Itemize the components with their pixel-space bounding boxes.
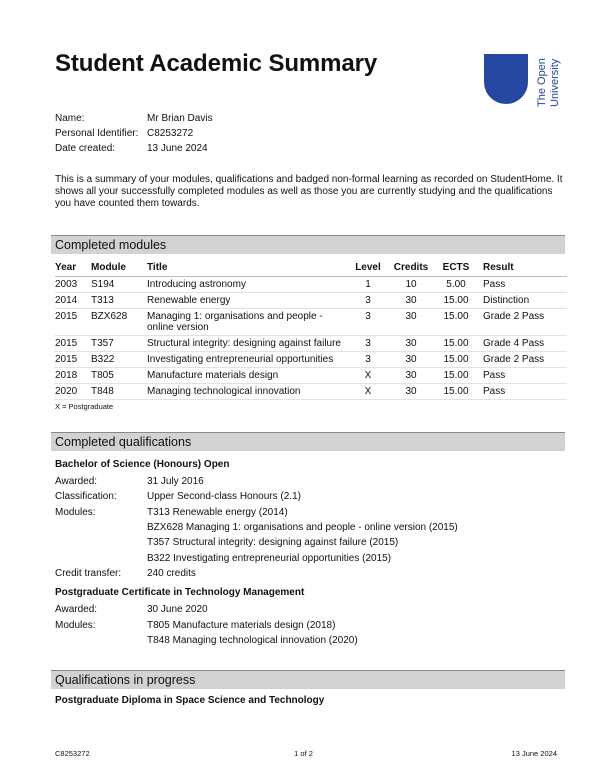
qualification-module: T848 Managing technological innovation (2020) <box>147 634 358 646</box>
column-header-result: Result <box>483 262 514 273</box>
cell-result: Grade 4 Pass <box>483 338 545 349</box>
cell-credits: 10 <box>405 279 417 290</box>
cell-year: 2015 <box>55 338 78 349</box>
qualification-module: BZX628 Managing 1: organisations and people - online version (2015) <box>147 522 458 534</box>
completed-qualifications-list <box>55 459 567 648</box>
cell-year: 2018 <box>55 370 78 381</box>
cell-module: B322 <box>91 354 115 365</box>
column-header-title: Title <box>147 262 168 273</box>
cell-title: Managing 1: organisations and people - online version <box>147 311 323 333</box>
cell-title: Manufacture materials design <box>147 370 279 381</box>
qualification-module: B322 Investigating entrepreneurial opportunities (2015) <box>147 552 392 564</box>
credit-transfer-label: Credit transfer: <box>55 567 122 579</box>
qualification-name: Bachelor of Science (Honours) Open <box>55 459 230 470</box>
table-row <box>55 384 567 400</box>
cell-module: T805 <box>91 370 114 381</box>
completed-modules-table <box>55 262 567 411</box>
cell-credits: 30 <box>405 338 417 349</box>
footer-page-number: 1 of 2 <box>294 749 313 758</box>
cell-result: Grade 2 Pass <box>483 311 545 322</box>
awarded-label: Awarded: <box>55 604 98 616</box>
qualification-row <box>55 489 567 504</box>
qualification-module: T357 Structural integrity: designing against failure (2015) <box>147 537 399 549</box>
table-row <box>55 309 567 336</box>
footer-date: 13 June 2024 <box>511 749 557 758</box>
cell-year: 2003 <box>55 279 78 290</box>
classification-label: Classification: <box>55 491 117 503</box>
column-header-credits: Credits <box>393 262 429 273</box>
section-heading-completed-modules: Completed modules <box>51 235 565 254</box>
cell-ects: 15.00 <box>443 311 469 322</box>
qualification-row <box>55 633 567 648</box>
column-header-year: Year <box>55 262 77 273</box>
cell-ects: 15.00 <box>443 370 469 381</box>
column-header-ects: ECTS <box>442 262 470 273</box>
cell-result: Pass <box>483 370 506 381</box>
credit-transfer-value: 240 credits <box>147 567 196 579</box>
cell-ects: 5.00 <box>446 279 466 290</box>
cell-result: Distinction <box>483 295 530 306</box>
student-identifier-row <box>55 126 213 141</box>
modules-label: Modules: <box>55 619 96 631</box>
cell-ects: 15.00 <box>443 295 469 306</box>
cell-level: 1 <box>365 279 371 290</box>
qualification-row <box>55 566 567 581</box>
cell-module: S194 <box>91 279 115 290</box>
open-university-logo <box>482 52 562 108</box>
qualification-row <box>55 474 567 489</box>
cell-credits: 30 <box>405 295 417 306</box>
info-label: Personal Identifier: <box>55 128 139 139</box>
table-row <box>55 368 567 384</box>
footer-identifier: C8253272 <box>55 749 90 758</box>
column-header-level: Level <box>355 262 381 273</box>
cell-level: 3 <box>365 295 371 306</box>
awarded-value: 30 June 2020 <box>147 604 208 616</box>
table-row <box>55 336 567 352</box>
student-info <box>55 111 213 156</box>
cell-title: Managing technological innovation <box>147 386 301 397</box>
cell-title: Introducing astronomy <box>147 279 246 290</box>
logo-text-line-2: University <box>549 58 561 107</box>
postgraduate-note: X = Postgraduate <box>55 402 114 411</box>
modules-label: Modules: <box>55 506 96 518</box>
cell-level: 3 <box>365 338 371 349</box>
cell-ects: 15.00 <box>443 386 469 397</box>
cell-ects: 15.00 <box>443 354 469 365</box>
table-header-row <box>55 262 567 277</box>
intro-paragraph: This is a summary of your modules, qualifications and badged non-formal learning as recorded on StudentHome. It shows all your successfully completed modules as well as those you are currently studying and the qualifications you have counted them towards. <box>55 174 563 209</box>
awarded-value: 31 July 2016 <box>147 476 204 488</box>
qualification-in-progress-name: Postgraduate Diploma in Space Science and Technology <box>55 695 325 706</box>
cell-result: Pass <box>483 386 506 397</box>
logo-shield-shape <box>484 54 528 104</box>
date-created-row <box>55 141 213 156</box>
cell-title: Renewable energy <box>147 295 231 306</box>
cell-result: Pass <box>483 279 506 290</box>
section-heading-completed-qualifications: Completed qualifications <box>51 432 565 451</box>
logo-text-line-1: The Open <box>536 58 548 107</box>
table-row <box>55 352 567 368</box>
cell-level: X <box>364 386 372 397</box>
info-value: 13 June 2024 <box>147 143 208 154</box>
cell-level: 3 <box>365 311 371 322</box>
cell-result: Grade 2 Pass <box>483 354 545 365</box>
qualification-name: Postgraduate Certificate in Technology Management <box>55 587 305 599</box>
cell-credits: 30 <box>405 354 417 365</box>
info-label: Name: <box>55 113 85 124</box>
cell-module: BZX628 <box>91 311 128 322</box>
info-value: C8253272 <box>147 128 194 139</box>
qualification-row <box>55 505 567 520</box>
cell-title: Investigating entrepreneurial opportunities <box>147 354 334 365</box>
table-row <box>55 277 567 293</box>
awarded-label: Awarded: <box>55 476 98 488</box>
cell-year: 2015 <box>55 354 78 365</box>
cell-credits: 30 <box>405 370 417 381</box>
cell-credits: 30 <box>405 311 417 322</box>
qualification-row <box>55 617 567 632</box>
cell-module: T313 <box>91 295 114 306</box>
column-header-module: Module <box>91 262 126 273</box>
cell-title: Structural integrity: designing against failure <box>147 338 341 349</box>
qualification-row <box>55 550 567 565</box>
cell-module: T357 <box>91 338 114 349</box>
info-label: Date created: <box>55 143 116 154</box>
page-title: Student Academic Summary <box>55 50 378 77</box>
cell-credits: 30 <box>405 386 417 397</box>
qualification-module: T313 Renewable energy (2014) <box>147 506 288 518</box>
qualification-module: T805 Manufacture materials design (2018) <box>147 619 336 631</box>
cell-year: 2015 <box>55 311 78 322</box>
cell-year: 2020 <box>55 386 78 397</box>
classification-value: Upper Second-class Honours (2.1) <box>147 491 301 503</box>
cell-level: 3 <box>365 354 371 365</box>
info-value: Mr Brian Davis <box>147 113 213 124</box>
cell-module: T848 <box>91 386 114 397</box>
qualification-row <box>55 602 567 617</box>
section-heading-qualifications-in-progress: Qualifications in progress <box>51 670 565 689</box>
student-name-row <box>55 111 213 126</box>
cell-year: 2014 <box>55 295 78 306</box>
qualification-row <box>55 520 567 535</box>
cell-ects: 15.00 <box>443 338 469 349</box>
cell-level: X <box>364 370 372 381</box>
table-row <box>55 293 567 309</box>
qualification-row <box>55 535 567 550</box>
